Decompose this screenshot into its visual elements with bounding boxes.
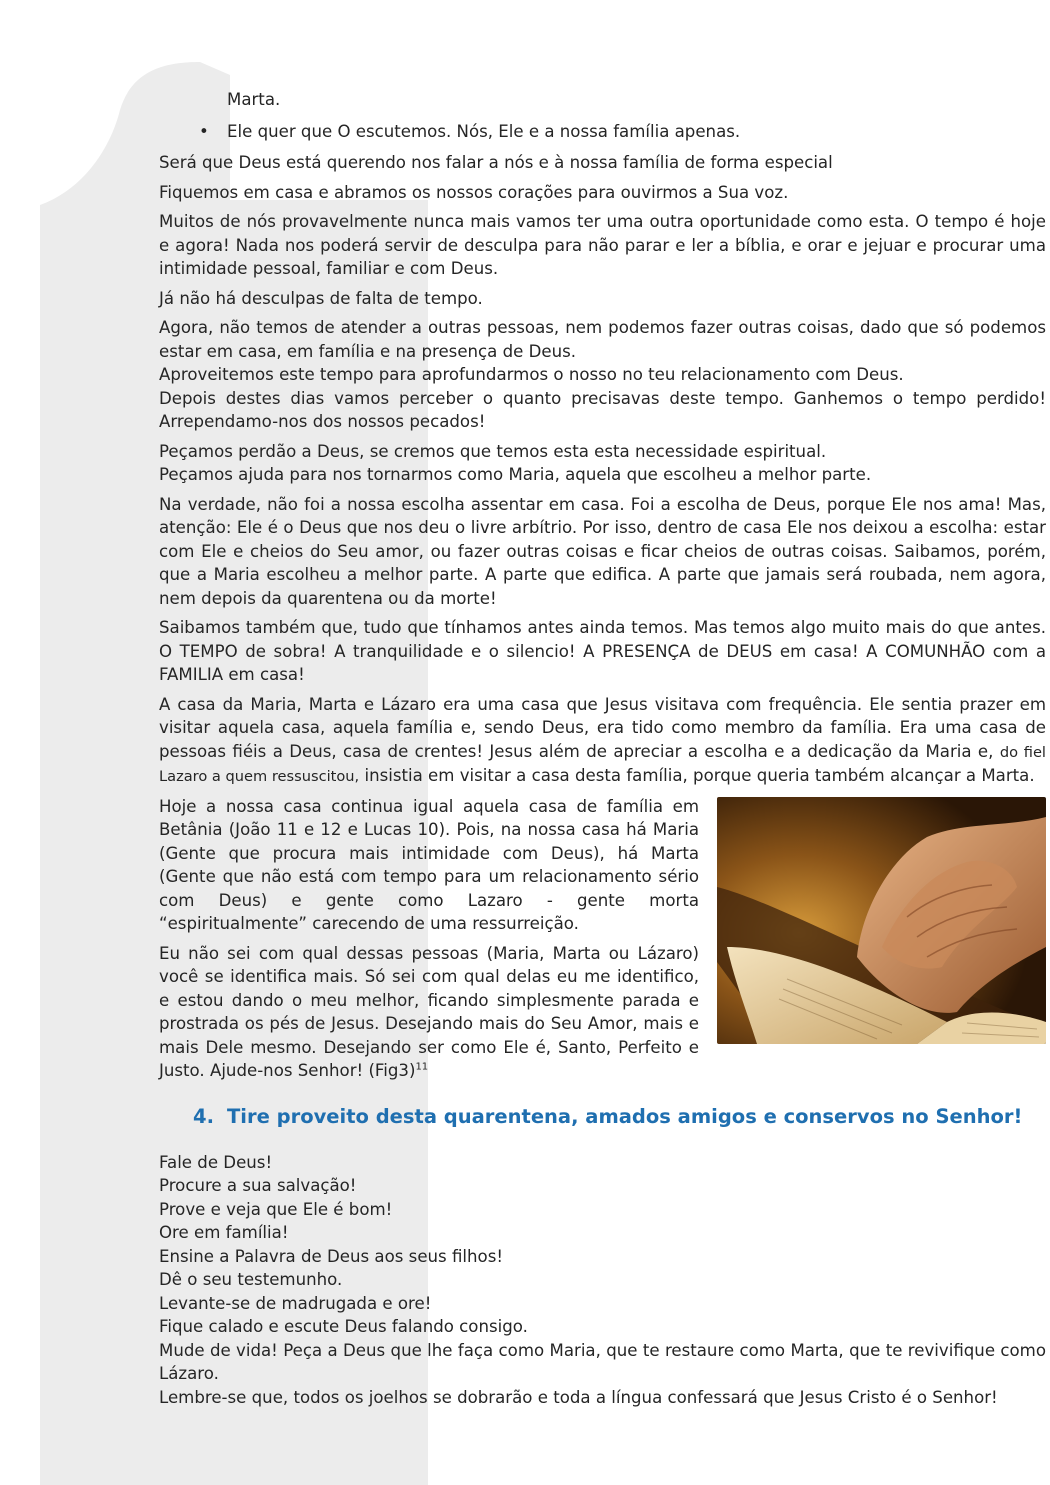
paragraph: Muitos de nós provavelmente nunca mais vamos ter uma outra oportunidade como esta. O tempo é hoje e agora! Nada nos poderá servir de desculpa para não parar e ler a bíblia, e orar e jejuar e procurar uma intimidade pessoal, familiar e com Deus. [159, 212, 1046, 278]
lazarus-text-before: A casa da Maria, Marta e Lázaro era uma casa que Jesus visitava com frequência. Ele sentia prazer em visitar aquela casa, aquela família e, sendo Deus, era tido como membro da família. Era uma casa de pessoas fiéis a Deus, casa de crentes! Jesus além de apreciar a escolha e a dedicação da Maria e, [159, 694, 1046, 761]
paragraph: Peçamos ajuda para nos tornarmos como Maria, aquela que escolheu a melhor parte. [159, 465, 872, 484]
figure-paragraph-text: Eu não sei com qual dessas pessoas (Maria, Marta ou Lázaro) você se identifica mais. Só sei com qual delas eu me identifico, e estou dando o meu melhor, ficando simplesmente parada e prostrada os pés de Jesus. Desejando mais do Seu Amor, mais e mais Dele mesmo. Desejando ser como Ele é, Santo, Perfeito e Justo. Ajude-nos Senhor! (Fig3) [159, 943, 699, 1080]
list-item: Levante-se de madrugada e ore! [159, 1293, 432, 1313]
exhortation-list [159, 1151, 1046, 1410]
list-item: Ore em família! [159, 1223, 289, 1242]
list-item: Lembre-se que, todos os joelhos se dobrarão e toda a língua confessará que Jesus Cristo é o Senhor! [159, 1387, 998, 1407]
list-item: Procure a sua salvação! [159, 1176, 357, 1195]
list-item: Fale de Deus! [159, 1152, 273, 1172]
lazarus-text-after: insistia em visitar a casa desta família, porque queria também alcançar a Marta. [359, 766, 1035, 785]
lazarus-paragraph [159, 693, 1046, 789]
section-title: Tire proveito desta quarentena, amados amigos e conservos no Senhor! [227, 1104, 1023, 1128]
paragraph: Saibamos também que, tudo que tínhamos antes ainda temos. Mas temos algo muito mais do que antes. O TEMPO de sobra! A tranquilidade e o silencio! A PRESENÇA de DEUS em casa! A COMUNHÃO com a FAMILIA em casa! [159, 618, 1046, 684]
paragraph: Na verdade, não foi a nossa escolha assentar em casa. Foi a escolha de Deus, porque Ele nos ama! Mas, atenção: Ele é o Deus que nos deu o livre arbítrio. Por isso, dentro de casa Ele nos deixou a escolha: estar com Ele e cheios do Seu amor, ou fazer outras coisas e ficar cheios de outras coisas. Saibamos, porém, que a Maria escolheu a melhor parte. A parte que edifica. A parte que jamais será roubada, nem agora, nem depois da quarentena ou da morte! [159, 494, 1046, 608]
footnote-reference: 11 [415, 1061, 429, 1073]
list-item: Ensine a Palavra de Deus aos seus filhos! [159, 1246, 503, 1266]
paragraph: Peçamos perdão a Deus, se cremos que temos esta esta necessidade espiritual. [159, 441, 827, 461]
paragraph: Será que Deus está querendo nos falar a nós e à nossa família de forma especial [159, 153, 833, 172]
section-number: 4. [193, 1104, 214, 1128]
lazarus-text-small: do fiel Lazaro a quem ressuscitou, [159, 743, 1046, 785]
bullet-item [159, 120, 1046, 144]
list-item: Dê o seu testemunho. [159, 1270, 343, 1289]
paragraph: Fiquemos em casa e abramos os nossos corações para ouvirmos a Sua voz. [159, 182, 789, 202]
list-item: Prove e veja que Ele é bom! [159, 1199, 393, 1219]
document-body [159, 88, 1046, 1409]
list-item: Mude de vida! Peça a Deus que lhe faça como Maria, que te restaure como Marta, que te revivifique como Lázaro. [159, 1340, 1046, 1383]
figure-section [159, 795, 1046, 1083]
bullet-dot: • [199, 121, 209, 141]
figure-paragraph: Hoje a nossa casa continua igual aquela casa de família em Betânia (João 11 e 12 e Lucas 10). Pois, na nossa casa há Maria (Gente que procura mais intimidade com Deus), há Marta (Gente que não está com tempo para um relacionamento sério com Deus) e gente como Lazaro - gente morta “espiritualmente” carecendo de uma ressurreição. [159, 796, 699, 933]
list-item: Fique calado e escute Deus falando consigo. [159, 1317, 528, 1336]
paragraph: Agora, não temos de atender a outras pessoas, nem podemos fazer outras coisas, dado que só podemos estar em casa, em família e na presença de Deus. [159, 318, 1046, 361]
paragraph: Já não há desculpas de falta de tempo. [159, 288, 483, 308]
praying-hands-bible-image [717, 797, 1046, 1044]
bullet-text: Ele quer que O escutemos. Nós, Ele e a nossa família apenas. [227, 121, 741, 141]
paragraph: Depois destes dias vamos perceber o quanto precisavas deste tempo. Ganhemos o tempo perdido! Arrependamo-nos dos nossos pecados! [159, 388, 1046, 431]
continuation-line: Marta. [227, 90, 281, 109]
paragraph: Aproveitemos este tempo para aprofundarmos o nosso no teu relacionamento com Deus. [159, 365, 904, 384]
section-heading [193, 1103, 1046, 1131]
